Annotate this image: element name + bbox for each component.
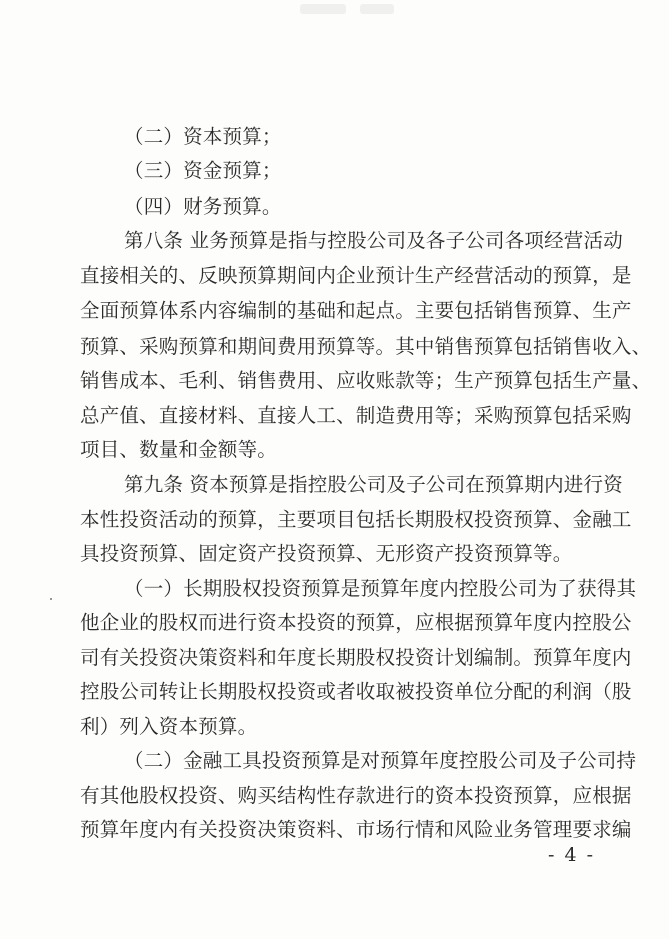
- article-8-line-3: 全面预算体系内容编制的基础和起点。主要包括销售预算、生产: [80, 299, 632, 322]
- article-8-line-4: 预算、采购预算和期间费用预算等。其中销售预算包括销售收入、: [80, 335, 652, 358]
- clause-2-line-1: （二）金融工具投资预算是对预算年度控股公司及子公司持: [124, 749, 637, 772]
- clause-2-line-2: 有其他股权投资、购买结构性存款进行的资本投资预算，应根据: [80, 784, 632, 807]
- clause-1-line-2: 他企业的股权而进行资本投资的预算，应根据预算年度内控股公: [80, 611, 632, 634]
- clause-1-line-4: 控股公司转让长期股权投资或者收取被投资单位分配的利润（股: [80, 680, 632, 703]
- article-8-line-7: 项目、数量和金额等。: [80, 438, 278, 461]
- list-item-fund-budget: （三）资金预算；: [124, 159, 282, 182]
- scan-speck: [50, 598, 52, 600]
- clause-2-line-3: 预算年度内有关投资决策资料、市场行情和风险业务管理要求编: [80, 818, 632, 841]
- scan-artifact: [360, 4, 394, 14]
- article-8-line-6: 总产值、直接材料、直接人工、制造费用等；采购预算包括采购: [80, 404, 632, 427]
- clause-1-line-1: （一）长期股权投资预算是预算年度内控股公司为了获得其: [124, 577, 637, 600]
- article-9-line-3: 具投资预算、固定资产投资预算、无形资产投资预算等。: [80, 542, 573, 565]
- clause-1-line-3: 司有关投资决策资料和年度长期股权投资计划编制。预算年度内: [80, 646, 632, 669]
- list-item-capital-budget: （二）资本预算；: [124, 125, 282, 148]
- page-number: - 4 -: [548, 844, 596, 866]
- clause-1-line-5: 利）列入资本预算。: [80, 715, 258, 738]
- article-8-line-2: 直接相关的、反映预算期间内企业预计生产经营活动的预算，是: [80, 264, 632, 287]
- article-9-line-1: 第九条 资本预算是指控股公司及子公司在预算期内进行资: [124, 473, 623, 496]
- article-9-line-2: 本性投资活动的预算，主要项目包括长期股权投资预算、金融工: [80, 508, 632, 531]
- article-8-line-1: 第八条 业务预算是指与控股公司及各子公司各项经营活动: [124, 229, 623, 252]
- article-8-line-5: 销售成本、毛利、销售费用、应收账款等；生产预算包括生产量、: [80, 369, 652, 392]
- list-item-financial-budget: （四）财务预算。: [124, 195, 282, 218]
- scan-artifact: [300, 4, 346, 14]
